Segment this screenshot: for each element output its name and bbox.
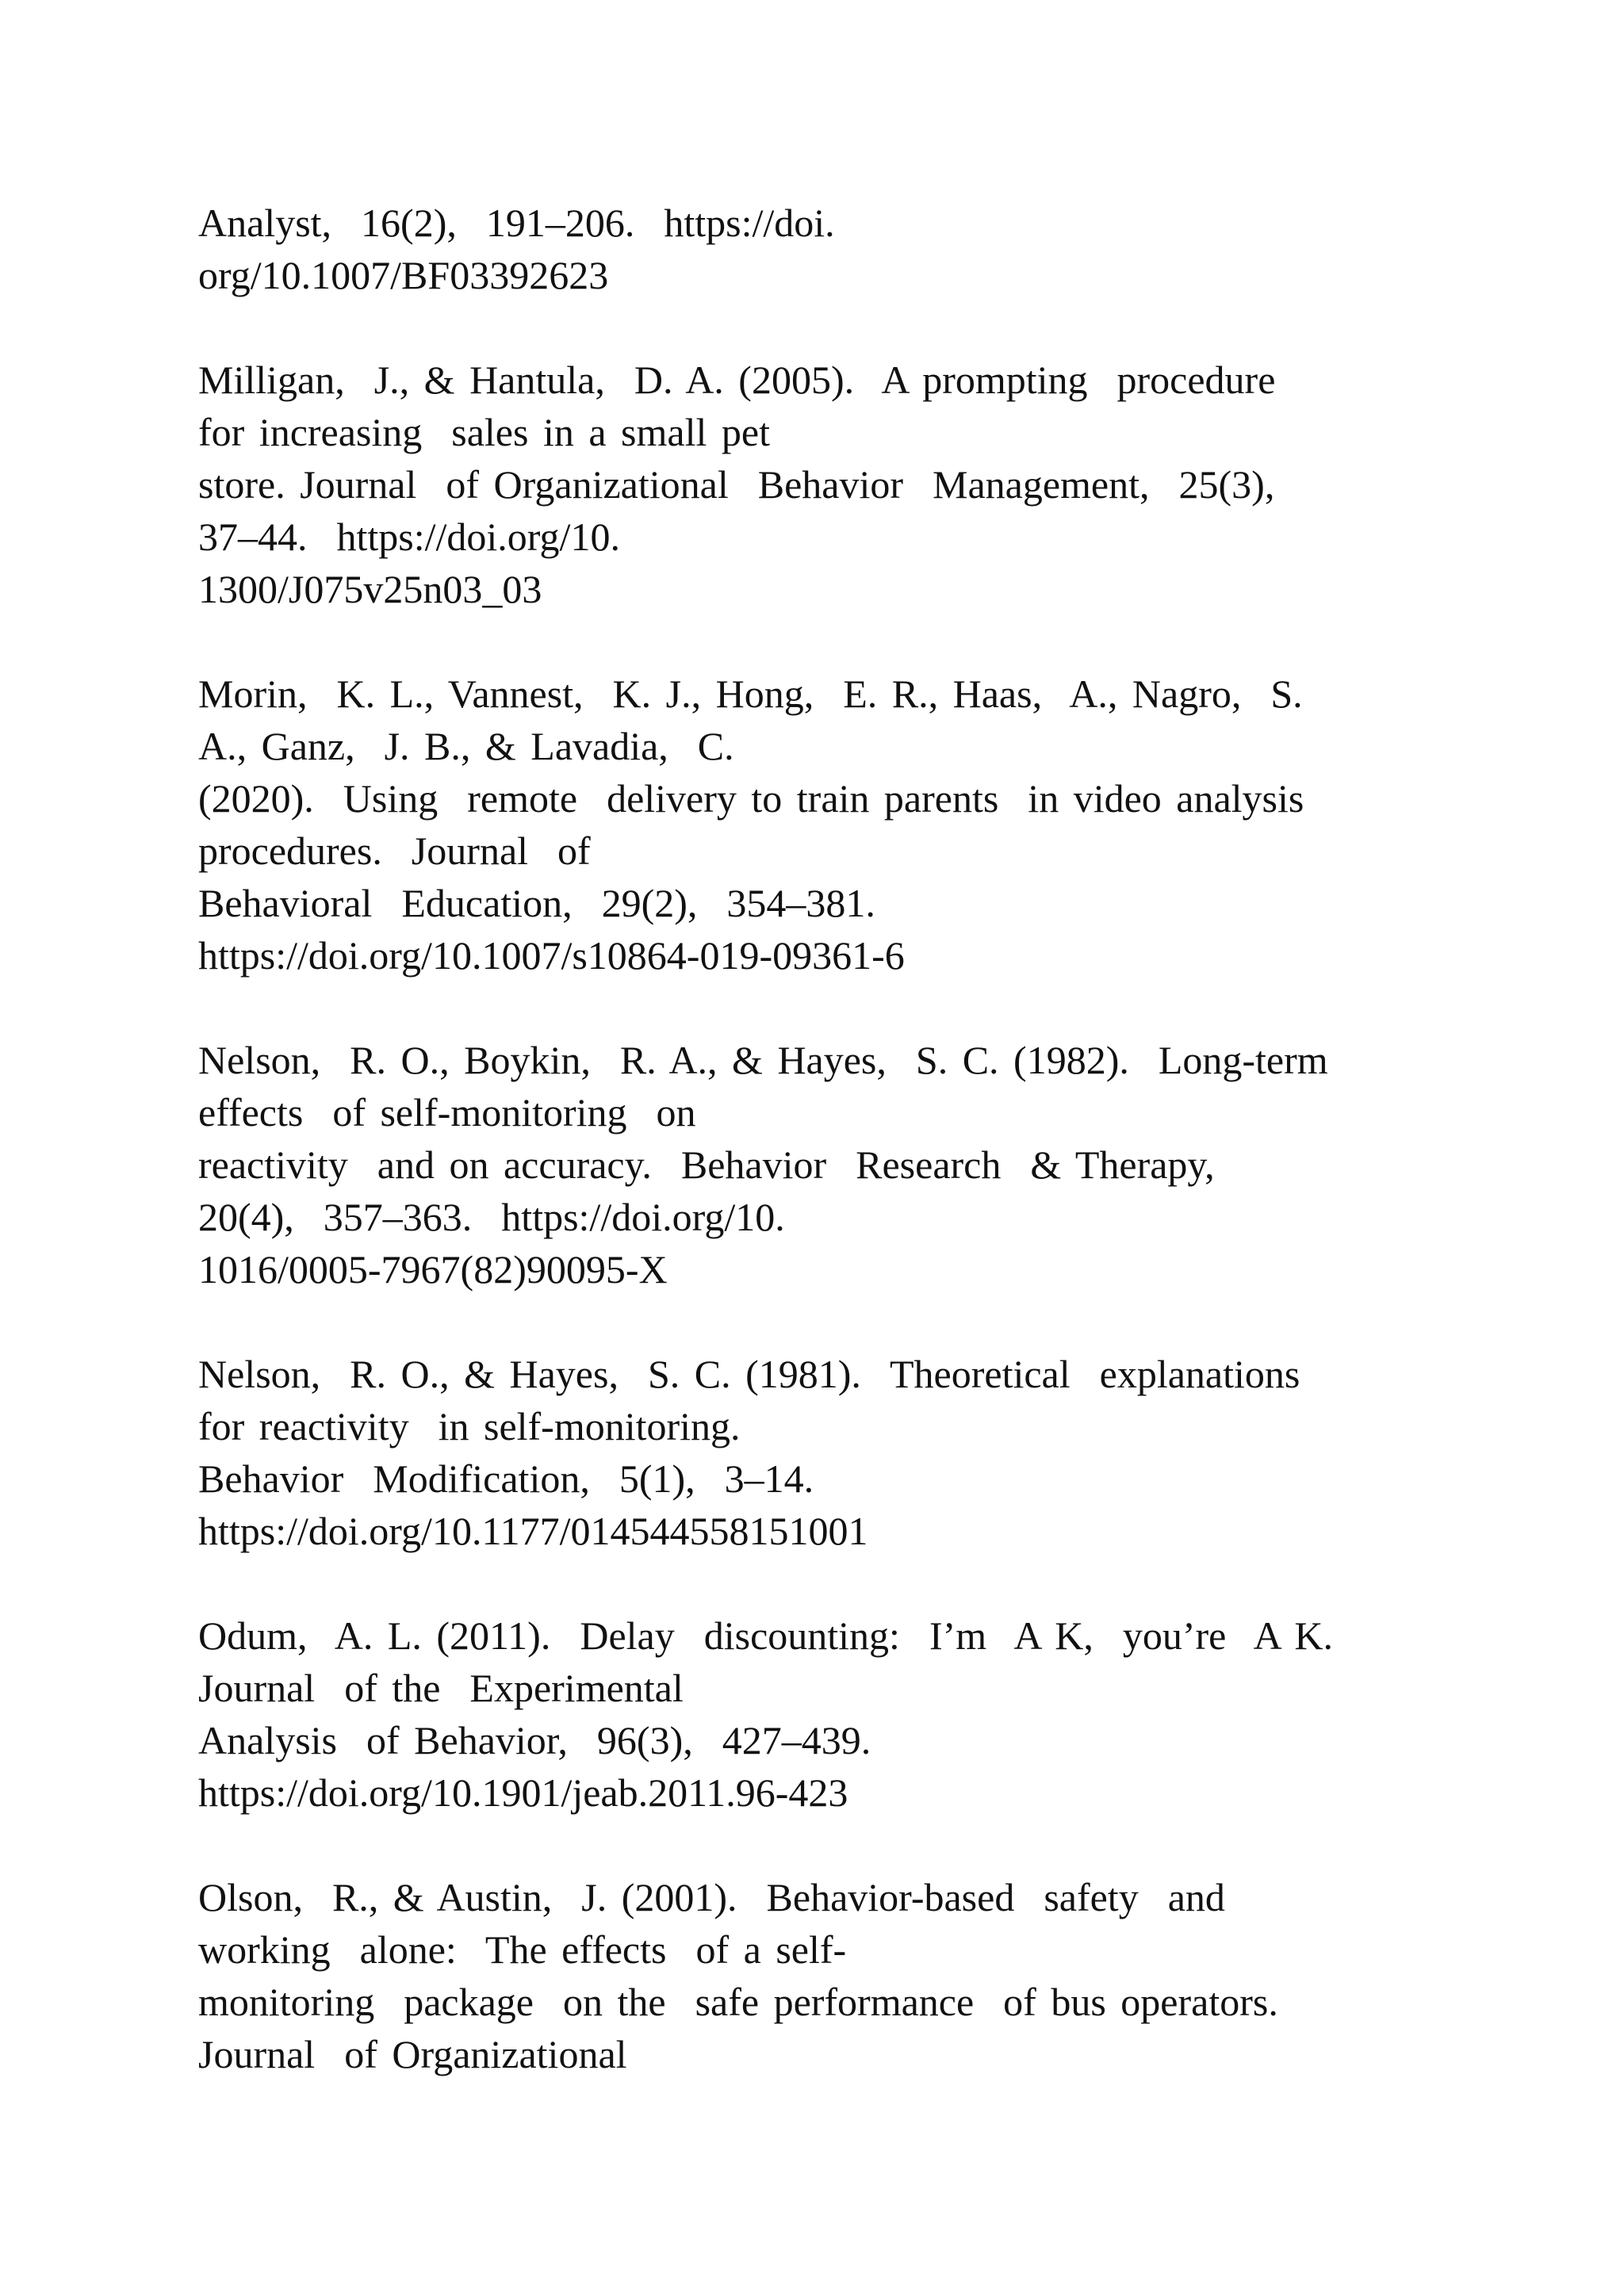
reference-line: procedures. Journal of	[198, 828, 591, 873]
reference-line: Morin, K. L., Vannest, K. J., Hong, E. R., Haas, A., Nagro, S.	[198, 672, 1303, 716]
reference-line: Olson, R., & Austin, J. (2001). Behavior-based safety and	[198, 1875, 1225, 1919]
reference-line: A., Ganz, J. B., & Lavadia, C.	[198, 724, 734, 768]
reference-entry	[198, 354, 1546, 615]
reference-entry	[198, 197, 1546, 301]
reference-line: Journal of the Experimental	[198, 1666, 684, 1710]
reference-line: https://doi.org/10.1007/s10864-019-09361-6	[198, 933, 905, 978]
reference-line: Nelson, R. O., Boykin, R. A., & Hayes, S. C. (1982). Long-term	[198, 1038, 1328, 1082]
reference-line: Odum, A. L. (2011). Delay discounting: I’m A K, you’re A K.	[198, 1613, 1334, 1658]
reference-line: effects of self-monitoring on	[198, 1090, 696, 1135]
reference-line: Behavioral Education, 29(2), 354–381.	[198, 881, 875, 925]
reference-line: https://doi.org/10.1901/jeab.2011.96-423	[198, 1770, 848, 1815]
reference-entry	[198, 1348, 1546, 1557]
reference-line: working alone: The effects of a self-	[198, 1927, 847, 1972]
reference-entry	[198, 1034, 1546, 1295]
reference-line: reactivity and on accuracy. Behavior Research & Therapy,	[198, 1142, 1215, 1187]
reference-line: Milligan, J., & Hantula, D. A. (2005). A prompting procedure	[198, 358, 1276, 402]
reference-line: monitoring package on the safe performance of bus operators.	[198, 1980, 1278, 2024]
reference-line: Nelson, R. O., & Hayes, S. C. (1981). Theoretical explanations	[198, 1352, 1300, 1396]
reference-line: for increasing sales in a small pet	[198, 410, 770, 454]
reference-line: https://doi.org/10.1177/014544558151001	[198, 1509, 868, 1553]
reference-line: for reactivity in self-monitoring.	[198, 1404, 741, 1448]
reference-line: Analysis of Behavior, 96(3), 427–439.	[198, 1718, 871, 1762]
reference-entry	[198, 1609, 1546, 1819]
reference-entry	[198, 668, 1546, 982]
reference-line: Behavior Modification, 5(1), 3–14.	[198, 1456, 814, 1501]
reference-line: 37–44. https://doi.org/10.	[198, 515, 620, 559]
reference-line: 20(4), 357–363. https://doi.org/10.	[198, 1195, 785, 1239]
reference-line: Journal of Organizational	[198, 2032, 627, 2076]
reference-line: Analyst, 16(2), 191–206. https://doi.	[198, 201, 835, 245]
reference-line: org/10.1007/BF03392623	[198, 253, 609, 297]
reference-line: 1300/J075v25n03_03	[198, 567, 542, 611]
reference-entry	[198, 1871, 1546, 2080]
reference-line: 1016/0005-7967(82)90095-X	[198, 1247, 668, 1292]
reference-line: (2020). Using remote delivery to train parents in video analysis	[198, 776, 1304, 821]
reference-line: store. Journal of Organizational Behavior Management, 25(3),	[198, 462, 1275, 507]
